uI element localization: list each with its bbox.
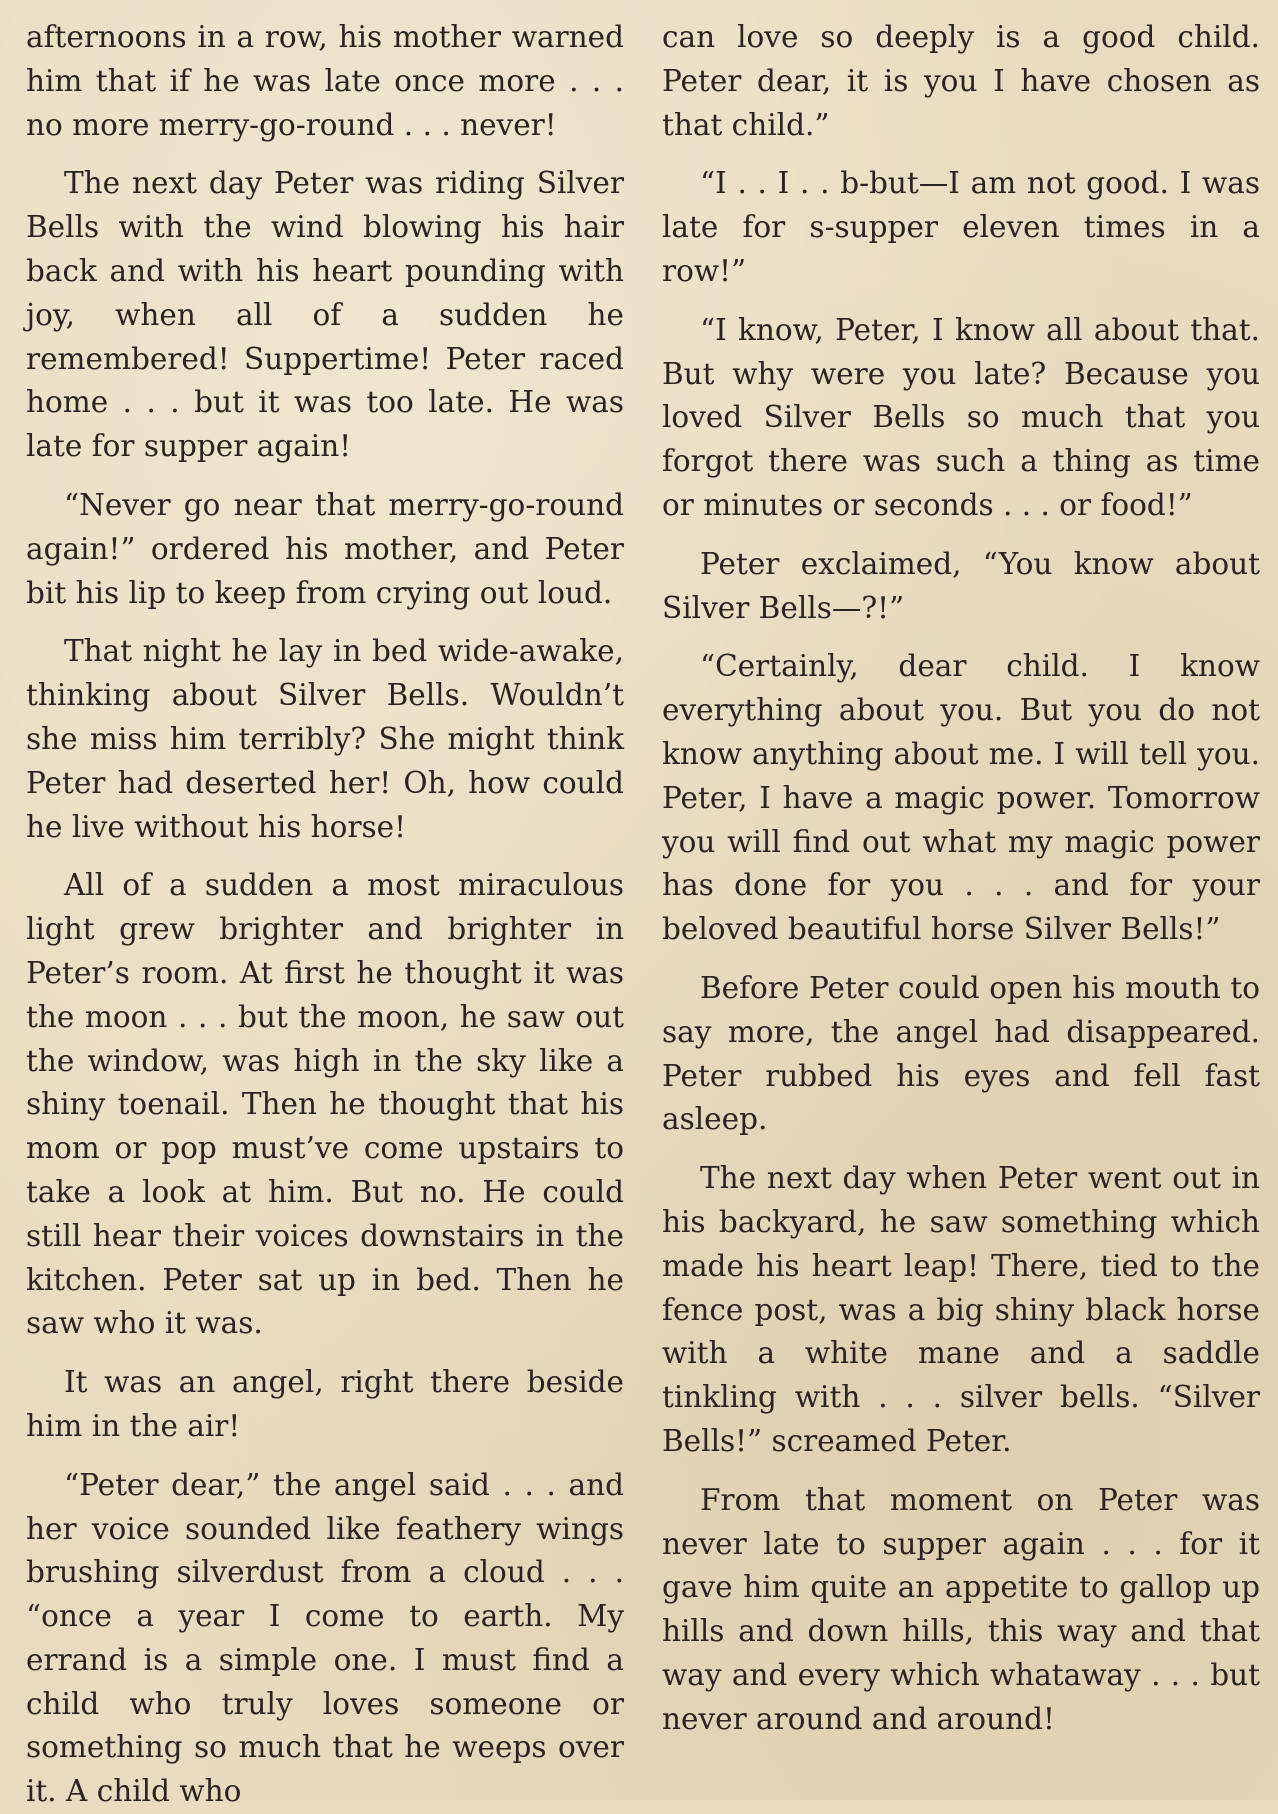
paragraph: “I . . I . . b-but—I am not good. I was late for s-supper eleven times in a row!” [662, 166, 1260, 288]
paragraph: From that moment on Peter was never late to supper again . . . for it gave him quite an appetite to gallop up hills and down hills, this way and that way and every which whataway . . . but never around and around! [662, 1482, 1260, 1736]
paragraph: afternoons in a row, his mother warned him that if he was late once more . . . no more merry-go-round . . . never! [26, 20, 624, 142]
paragraph: It was an angel, right there beside him in the air! [26, 1365, 624, 1443]
paragraph: “Certainly, dear child. I know everything about you. But you do not know anything about me. I will tell you. Peter, I have a magic power. Tomorrow you will find out what my magic power has done for you . . . and for your beloved beautiful horse Silver Bells!” [662, 649, 1260, 947]
paragraph: Before Peter could open his mouth to say more, the angel had disappeared. Peter rubbed his eyes and fell fast asleep. [662, 970, 1260, 1137]
paragraph: Peter exclaimed, “You know about Silver Bells—?!” [662, 546, 1260, 625]
paragraph: “I know, Peter, I know all about that. But why were you late? Because you loved Silver Bells so much that you forgot there was such a thing as time or minutes or seconds . . . or food!” [662, 312, 1260, 522]
paragraph: The next day when Peter went out in his backyard, he saw something which made his heart leap! There, tied to the fence post, was a big shiny black horse with a white mane and a saddle tinkling with . . . silver bells. “Silver Bells!” screamed Peter. [662, 1161, 1260, 1458]
paragraph: can love so deeply is a good child. Peter dear, it is you I have chosen as that child.” [662, 20, 1260, 142]
paragraph: That night he lay in bed wide-awake, thinking about Silver Bells. Wouldn’t she miss him terribly? She might think Peter had deserted her! Oh, how could he live without his horse! [26, 634, 624, 844]
paragraph: The next day Peter was riding Silver Bells with the wind blowing his hair back and with his heart pounding with joy, when all of a sudden he remembered! Suppertime! Peter raced home . . . but it was too late. He was late for supper again! [26, 166, 624, 464]
paragraph: “Peter dear,” the angel said . . . and her voice sounded like feathery wings brushing silverdust from a cloud . . . “once a year I come to earth. My errand is a simple one. I must find a child who truly loves someone or something so much that he weeps over it. A child who [26, 1467, 624, 1809]
paragraph: “Never go near that merry-go-round again!” ordered his mother, and Peter bit his lip to keep from crying out loud. [26, 487, 624, 610]
right-column [662, 16, 1260, 1800]
left-column [26, 16, 624, 1809]
paragraph: All of a sudden a most miraculous light grew brighter and brighter in Peter’s room. At first he thought it was the moon . . . but the moon, he saw out the window, was high in the sky like a shiny toenail. Then he thought that his mom or pop must’ve come upstairs to take a look at him. But no. He could still hear their voices downstairs in the kitchen. Peter sat up in bed. Then he saw who it was. [26, 868, 624, 1341]
